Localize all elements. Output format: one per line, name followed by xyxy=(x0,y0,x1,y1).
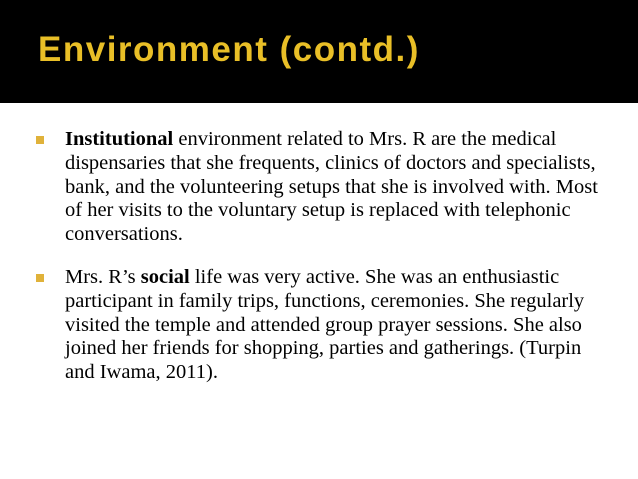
bullet-keyword: Institutional xyxy=(65,128,174,150)
bullet-prefix: Mrs. R’s xyxy=(65,265,141,288)
slide-title: Environment (contd.) xyxy=(38,30,420,69)
title-bar xyxy=(0,0,638,103)
bullet-keyword: social xyxy=(140,265,190,288)
square-bullet-icon xyxy=(36,136,44,144)
bullet-item-institutional xyxy=(36,128,606,247)
square-bullet-icon xyxy=(36,274,44,282)
bullet-text: environment related to Mrs. R are the medical dispensaries that she frequents, clinics of doctors and specialists, bank, and the volunteering setups that she is involved with. Most of her visits to the voluntary setup is replaced with telephonic conversations. xyxy=(65,128,598,246)
bullet-list xyxy=(36,128,606,404)
bullet-item-social xyxy=(36,266,606,385)
bullet-text: life was very active. She was an enthusiastic participant in family trips, functions, ceremonies. She regularly visited the temple and attended group prayer sessions. She also joined her friends for shopping, parties and gatherings. (Turpin and Iwama, 2011). xyxy=(65,265,585,384)
